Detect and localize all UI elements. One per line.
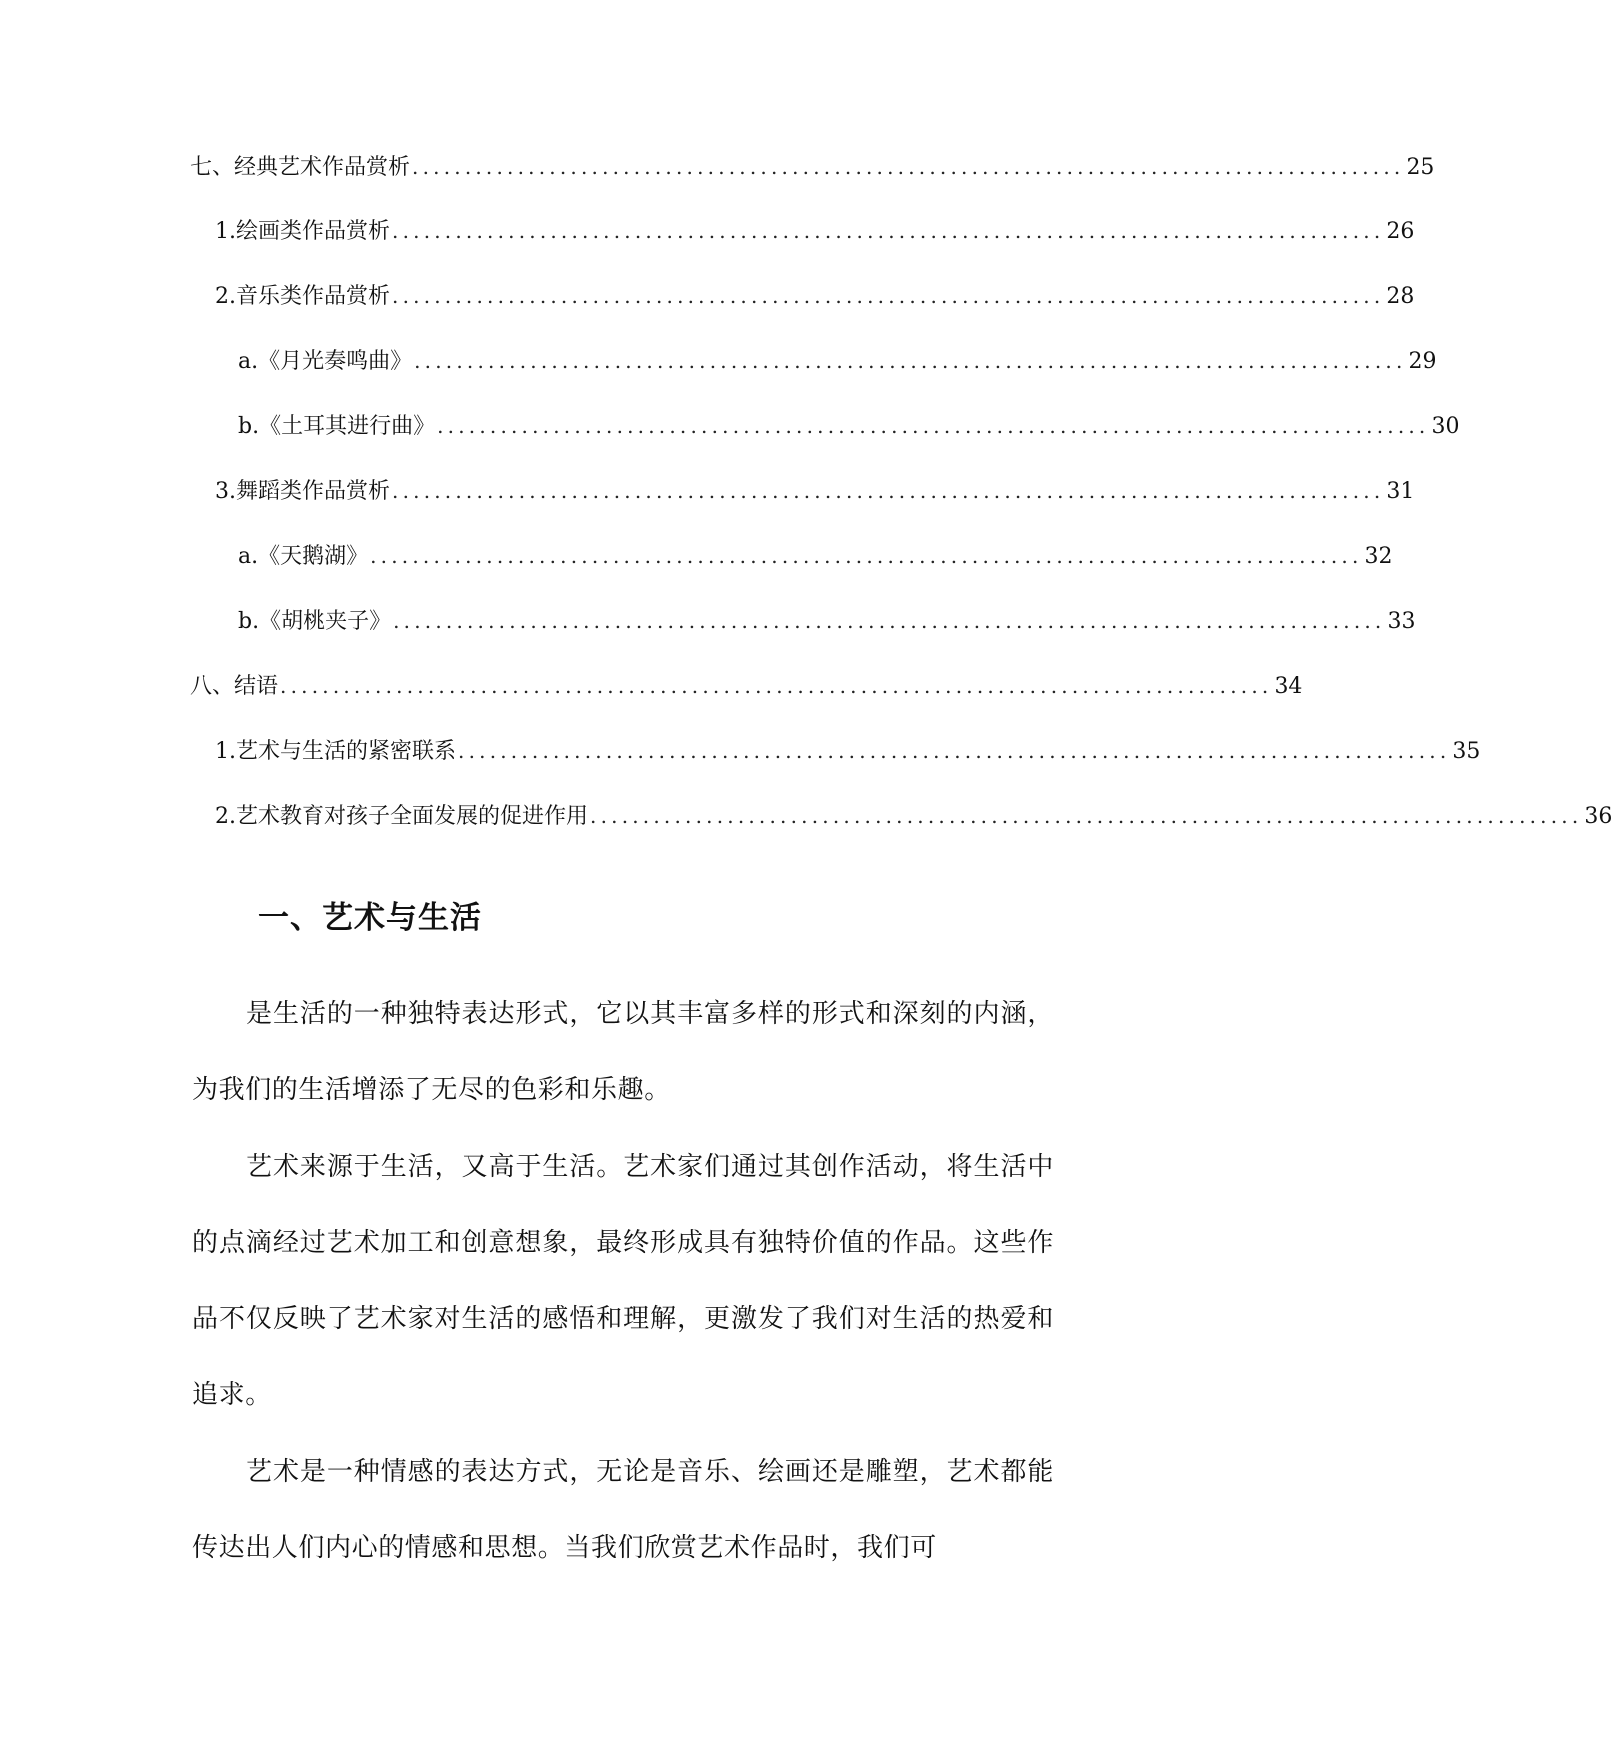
body-paragraph: 艺术是一种情感的表达方式，无论是音乐、绘画还是雕塑，艺术都能传达出人们内心的情感和思想。当我们欣赏艺术作品时，我们可 [192,1457,1054,1563]
toc-entry-label: 音乐类作品赏析 [236,284,391,309]
toc-entry-label: 《土耳其进行曲》 [259,414,436,439]
toc-entry-dance[interactable] [215,475,1415,507]
toc-entry-number: a. [238,544,259,569]
toc-entry-page-number: 29 [1408,349,1437,374]
toc-entry-page-number: 35 [1452,739,1481,764]
toc-entry-turkish-march[interactable] [238,410,1460,442]
toc-dot-leader: .............................................................................................. [414,349,1407,373]
toc-entry-page-number: 26 [1386,219,1415,244]
toc-entry-page-number: 36 [1584,804,1612,829]
body-paragraph: 是生活的一种独特表达形式，它以其丰富多样的形式和深刻的内涵，为我们的生活增添了无尽的色彩和乐趣。 [192,999,1054,1105]
toc-entry-chapter-8[interactable] [190,670,1303,702]
toc-entry-page-number: 30 [1431,414,1460,439]
toc-entry-art-life-connection[interactable] [215,735,1481,767]
toc-entry-label: 经典艺术作品赏析 [234,155,411,180]
toc-entry-number: a. [238,349,259,374]
toc-entry-number: 1. [215,739,236,764]
toc-entry-number: 八、 [190,674,235,699]
section-heading: 一、艺术与生活 [258,900,482,936]
toc-entry-label: 绘画类作品赏析 [236,219,391,244]
toc-dot-leader: .............................................................................................. [392,219,1385,243]
toc-dot-leader: .............................................................................................. [590,804,1583,828]
toc-entry-label: 结语 [234,674,279,699]
body-paragraph: 艺术来源于生活，又高于生活。艺术家们通过其创作活动，将生活中的点滴经过艺术加工和创意想象，最终形成具有独特价值的作品。这些作品不仅反映了艺术家对生活的感悟和理解，更激发了我们对生活的热爱和追求。 [192,1152,1054,1410]
toc-entry-number: b. [238,609,260,634]
toc-entry-number: 1. [215,219,236,244]
toc-entry-swan-lake[interactable] [238,540,1393,572]
toc-entry-label: 《胡桃夹子》 [259,609,392,634]
toc-entry-label: 艺术与生活的紧密联系 [236,739,457,764]
toc-entry-music[interactable] [215,280,1415,312]
toc-dot-leader: .............................................................................................. [437,414,1430,438]
toc-dot-leader: .............................................................................................. [458,739,1451,763]
toc-entry-number: 七、 [190,155,235,180]
toc-entry-page-number: 25 [1406,155,1435,180]
toc-entry-moonlight-sonata[interactable] [238,345,1437,377]
toc-entry-nutcracker[interactable] [238,605,1416,637]
toc-entry-page-number: 28 [1386,284,1415,309]
toc-entry-chapter-7[interactable] [190,151,1435,183]
toc-dot-leader: .............................................................................................. [392,284,1385,308]
toc-entry-painting[interactable] [215,215,1415,247]
toc-dot-leader: .............................................................................................. [393,609,1386,633]
toc-entry-art-education[interactable] [215,800,1612,832]
toc-entry-label: 《月光奏鸣曲》 [258,349,413,374]
toc-dot-leader: .............................................................................................. [412,155,1405,179]
toc-entry-label: 舞蹈类作品赏析 [236,479,391,504]
toc-dot-leader: .............................................................................................. [392,479,1385,503]
toc-entry-label: 《天鹅湖》 [258,544,369,569]
toc-entry-page-number: 31 [1386,479,1415,504]
toc-entry-page-number: 34 [1274,674,1303,699]
toc-entry-number: 2. [215,284,236,309]
toc-dot-leader: .............................................................................................. [370,544,1363,568]
toc-entry-number: b. [238,414,260,439]
toc-dot-leader: .............................................................................................. [280,674,1273,698]
toc-entry-page-number: 32 [1364,544,1393,569]
toc-entry-number: 2. [215,804,236,829]
toc-entry-label: 艺术教育对孩子全面发展的促进作用 [236,804,589,829]
toc-entry-number: 3. [215,479,236,504]
toc-entry-page-number: 33 [1387,609,1416,634]
